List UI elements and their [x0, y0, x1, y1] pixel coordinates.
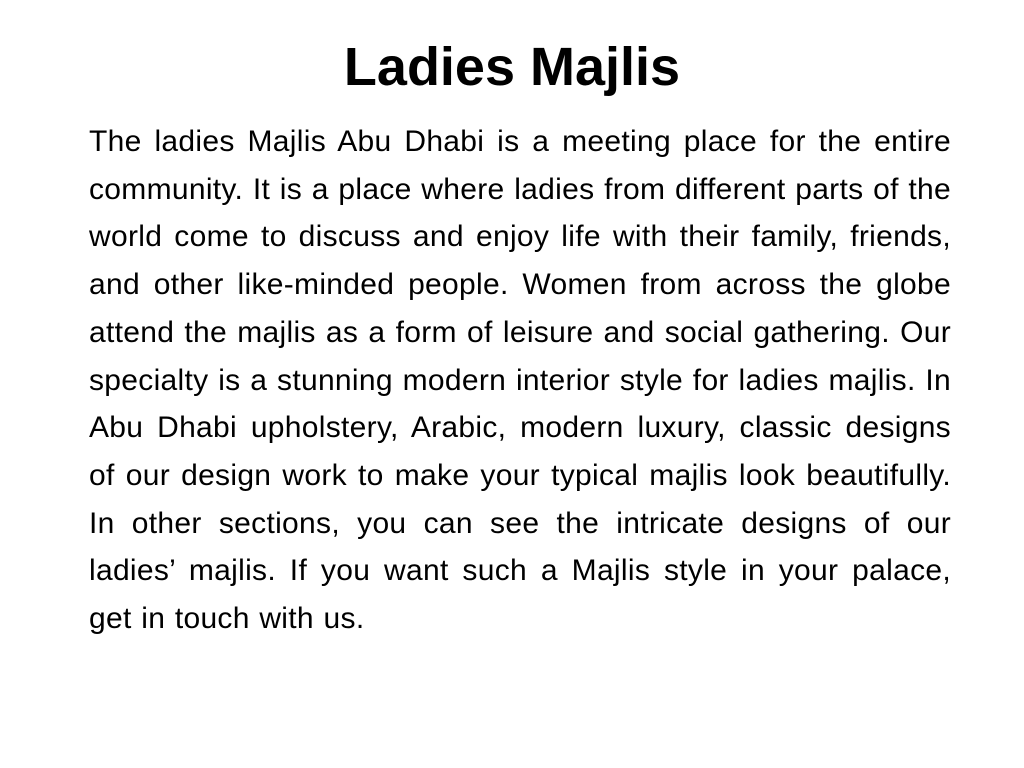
slide-body-text: The ladies Majlis Abu Dhabi is a meeting place for the entire community. It is a place where ladies from different parts of the world come to discuss and enjoy life with their family, friends, and other like-minded people. Women from across the globe attend the majlis as a form of leisure and social gathering. Our specialty is a stunning modern interior style for ladies majlis. In Abu Dhabi upholstery, Arabic, modern luxury, classic designs of our design work to make your typical majlis look beautifully. In other sections, you can see the intricate designs of our ladies’ majlis. If you want such a Majlis style in your palace, get in touch with us. [89, 125, 951, 636]
slide-title: Ladies Majlis [343, 37, 681, 97]
